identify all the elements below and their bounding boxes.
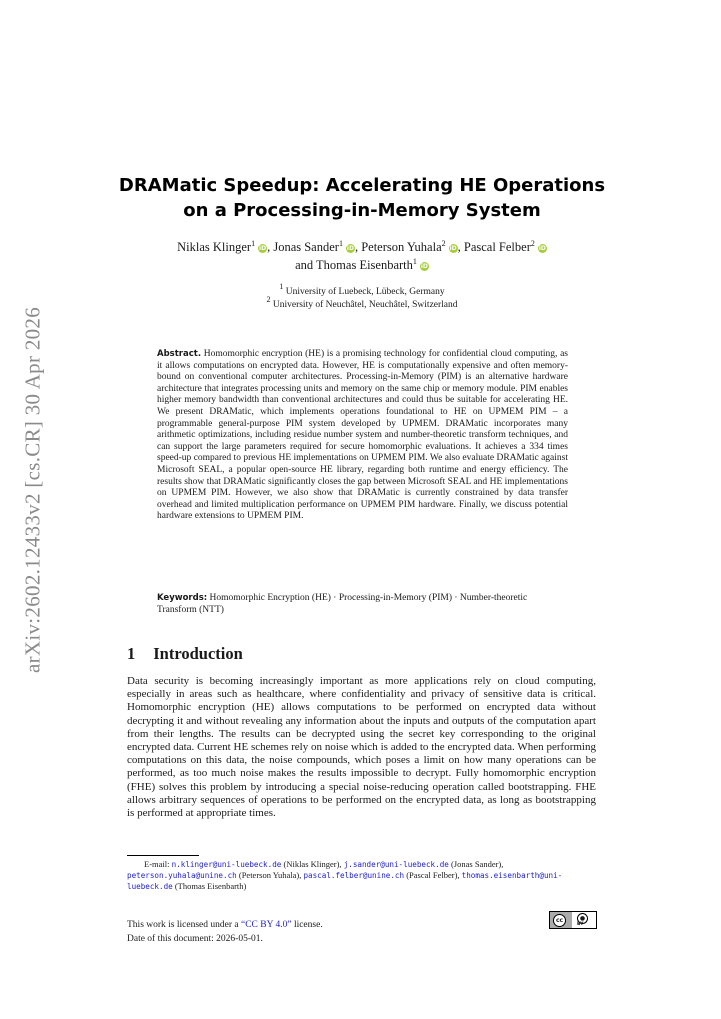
paper-title	[100, 173, 624, 223]
affiliation-number: 2	[266, 295, 271, 304]
keywords-text: Homomorphic Encryption (HE) · Processing-in-Memory (PIM) · Number-theoretic Transform (NTT)	[157, 593, 528, 615]
email-footnote	[127, 859, 596, 892]
section-title: Introduction	[153, 644, 243, 663]
orcid-icon[interactable]: iD	[259, 245, 267, 252]
arxiv-identifier-sidebar	[12, 300, 54, 680]
person-icon: ●	[577, 913, 588, 924]
keywords	[157, 593, 568, 616]
email-link[interactable]: thomas.eisenbarth@uni-luebeck.de	[127, 871, 563, 891]
author-affiliation-mark: 1	[251, 239, 256, 248]
email-owner: (Thomas Eisenbarth)	[174, 881, 247, 891]
license-link[interactable]: “CC BY 4.0”	[240, 920, 292, 930]
section-heading	[127, 644, 243, 664]
email-link[interactable]: peterson.yuhala@unine.ch	[127, 871, 237, 880]
orcid-icon[interactable]: iD	[449, 245, 457, 252]
affiliation-number: 1	[279, 282, 284, 291]
title-line-2: on a Processing-in-Memory System	[183, 200, 541, 221]
orcid-icon[interactable]: iD	[420, 263, 428, 270]
author-affiliation-mark: 2	[530, 239, 535, 248]
cc-by-text: BY	[577, 922, 584, 927]
document-date: Date of this document: 2026-05-01.	[127, 934, 263, 944]
abstract-label: Abstract.	[157, 349, 202, 359]
email-link[interactable]: j.sander@uni-luebeck.de	[343, 860, 449, 869]
introduction-paragraph: Data security is becoming increasingly important as more applications rely on cloud computing, especially in areas such as healthcare, where confidentiality and privacy of sensitive data is critical. Homomorphic encryption (HE) allows computations to be performed on encrypted data without decrypting it and without revealing any information about the inputs and outputs of the computation apart from their lengths. The results can be decrypted using the secret key corresponding to the original encrypted data. Current HE schemes rely on noise which is added to the encrypted data. When performing computations on this data, the noise compounds, which poses a limit on how many operations can be performed, as too much noise makes the results impossible to decrypt. Fully homomorphic encryption (FHE) solves this problem by introducing a special noise-reducing operation called bootstrapping. FHE allows arbitrary sequences of operations to be performed on the encrypted data, as long as bootstrapping is performed at appropriate times.	[127, 675, 596, 820]
author-name: Peterson Yuhala	[361, 240, 442, 254]
affiliation-text: University of Luebeck, Lübeck, Germany	[285, 287, 445, 297]
section-number: 1	[127, 644, 136, 663]
affiliation-item	[100, 295, 624, 312]
license-prefix: This work is licensed under a	[127, 920, 239, 930]
affiliation-list	[100, 282, 624, 312]
author-name: Thomas Eisenbarth	[316, 258, 413, 272]
cc-badge-left	[550, 912, 572, 928]
affiliation-text: University of Neuchâtel, Neuchâtel, Switzerland	[272, 300, 458, 310]
email-link[interactable]: pascal.felber@unine.ch	[303, 871, 405, 880]
author-affiliation-mark: 1	[338, 239, 343, 248]
orcid-icon[interactable]: iD	[538, 245, 546, 252]
email-link[interactable]: n.klinger@uni-luebeck.de	[171, 860, 282, 869]
license-block	[127, 918, 323, 946]
keywords-label: Keywords:	[157, 593, 208, 603]
abstract-text: Homomorphic encryption (HE) is a promising technology for confidential cloud computing, as it allows computations on encrypted data. However, HE is computationally expensive and often memory-bound on conventional computer architectures. Processing-in-Memory (PIM) is an alternative hardware architecture that integrates processing units and memory on the same chip or memory module. PIM enables higher memory bandwidth than conventional architectures and could thus be suitable for accelerating HE. We present DRAMatic, which implements operations foundational to HE on UPMEM PIM – a programmable general-purpose PIM system developed by UPMEM. DRAMatic incorporates many arithmetic optimizations, including residue number system and number-theoretic transform techniques, and can support the large parameters required for secure homomorphic evaluations. It achieves a 334 times speed-up compared to previous HE implementations on UPMEM PIM. We also evaluate DRAMatic against Microsoft SEAL, a popular open-source HE library, regarding both runtime and energy efficiency. The results show that DRAMatic significantly closes the gap between Microsoft SEAL and HE implementations on UPMEM PIM. However, we also show that DRAMatic is currently constrained by data transfer overhead and limited multiplication performance on UPMEM PIM hardware. Finally, we discuss potential hardware extensions to UPMEM PIM.	[157, 349, 569, 522]
author-list: Niklas Klinger$^1$iD, Jonas Sander$^1$iD, Peterson Yuhala$^2$iD, Pascal Felber$^2$iD and Thomas Eisenbarth$^1$iD	[177, 239, 546, 272]
email-owner: (Niklas Klinger),	[283, 859, 342, 869]
cc-by-badge[interactable]	[549, 911, 597, 929]
author-affiliation-mark: 1	[412, 257, 417, 266]
footnote-divider	[127, 855, 199, 856]
author-name: Niklas Klinger	[177, 240, 252, 254]
email-owner: (Pascal Felber),	[406, 870, 460, 880]
author-name: Pascal Felber	[463, 240, 531, 254]
title-line-1: DRAMatic Speedup: Accelerating HE Operations	[118, 175, 606, 196]
abstract	[157, 349, 568, 523]
email-owner: (Peterson Yuhala),	[238, 870, 302, 880]
affiliation-item	[100, 282, 624, 299]
author-affiliation-mark: 2	[441, 239, 446, 248]
author-name: Jonas Sander	[273, 240, 339, 254]
footnote-prefix: E-mail:	[144, 859, 170, 869]
orcid-icon[interactable]: iD	[346, 245, 354, 252]
email-owner: (Jonas Sander),	[450, 859, 504, 869]
cc-logo-icon: cc	[553, 914, 566, 927]
arxiv-id-text: arXiv:2602.12433v2 [cs.CR] 30 Apr 2026	[20, 306, 45, 674]
license-suffix: license.	[293, 920, 323, 930]
